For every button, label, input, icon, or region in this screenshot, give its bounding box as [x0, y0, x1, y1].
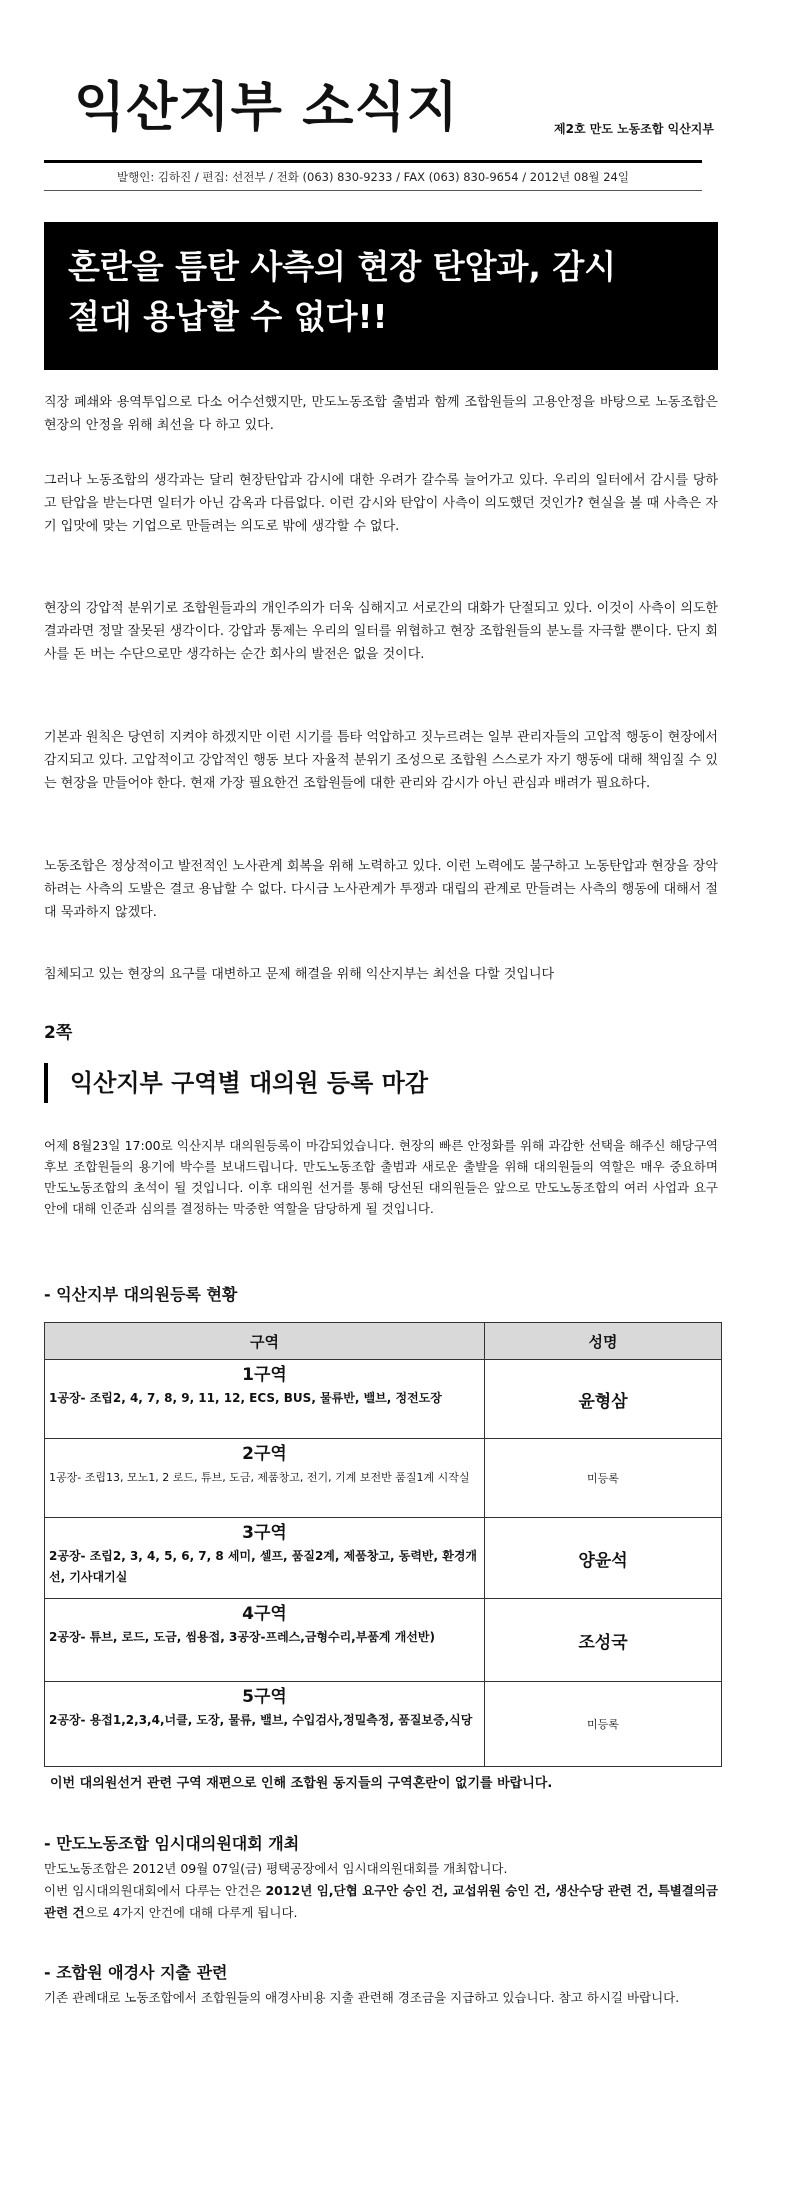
table-header-row [45, 1323, 722, 1360]
delegate-registration-table [44, 1322, 722, 1767]
table-row [45, 1518, 722, 1599]
delegate-name: 미등록 [587, 1718, 619, 1731]
page-number-label: 2쪽 [44, 1023, 73, 1043]
zone-name: 3구역 [242, 1523, 287, 1543]
convention-line-2 [44, 1880, 718, 1924]
zone-name: 2구역 [242, 1444, 287, 1464]
publisher-rule [44, 190, 702, 191]
convention-line-1: 만도노동조합은 2012년 09월 07일(금) 평택공장에서 임시대의원대회를 개최합니다. [44, 1861, 508, 1876]
headline-line-1: 혼란을 틈탄 사측의 현장 탄압과, 감시 [68, 247, 617, 286]
zone-description: 1공장- 조립13, 모노1, 2 로드, 튜브, 도금, 제품창고, 전기, 기계 보전반 품질1계 시작실 [49, 1471, 470, 1484]
header-zone: 구역 [45, 1323, 485, 1360]
delegate-name: 조성국 [578, 1632, 628, 1653]
name-cell [485, 1518, 722, 1599]
zone-cell [45, 1599, 485, 1682]
expense-body: 기존 관례대로 노동조합에서 조합원들의 애경사비용 지출 관련해 경조금을 지급하고 있습니다. 참고 하시길 바랍니다. [44, 1990, 680, 2005]
registration-heading: - 익산지부 대의원등록 현황 [44, 1285, 238, 1304]
article-paragraph: 현장의 강압적 분위기로 조합원들과의 개인주의가 더욱 심해지고 서로간의 대화가 단절되고 있다. 이것이 사측이 의도한 결과라면 정말 잘못된 생각이다. 강압과 통제는 우리의 일터를 위협하고 현장 조합원들의 분노를 자극할 뿐이다. 단지 회사를 돈 버는 수단으로만 생각하는 순간 회사의 발전은 없을 것이다. [44, 601, 718, 662]
registration-intro: 어제 8월23일 17:00로 익산지부 대의원등록이 마감되었습니다. 현장의 빠른 안정화를 위해 과감한 선택을 해주신 해당구역 후보 조합원들의 용기에 박수를 보내드립니다. 만도노동조합 출범과 새로운 출발을 위해 대의원들의 역할은 매우 중요하며 만도노동조합의 초석이 될 것입니다. 이후 대의원 선거를 통해 당선된 대의원들은 앞으로 만도노동조합의 여러 사업과 요구안에 대해 인준과 심의를 결정하는 막중한 역할을 담당하게 될 것입니다. [44, 1138, 718, 1216]
headline-line-2: 절대 용납할 수 없다!! [68, 297, 388, 336]
newsletter-title: 익산지부 소식지 [74, 77, 459, 138]
zone-cell [45, 1518, 485, 1599]
masthead-rule [44, 160, 702, 163]
delegate-name: 양윤석 [578, 1550, 628, 1571]
masthead [74, 70, 714, 145]
name-cell [485, 1439, 722, 1518]
issue-label: 제2호 만도 노동조합 익산지부 [554, 122, 714, 136]
table-row [45, 1682, 722, 1767]
name-cell [485, 1599, 722, 1682]
zone-cell [45, 1439, 485, 1518]
name-cell [485, 1682, 722, 1767]
zone-description: 2공장- 조립2, 3, 4, 5, 6, 7, 8 세미, 셀프, 품질2계, 제품창고, 동력반, 환경개선, 기사대기실 [49, 1549, 478, 1584]
publisher-info: 발행인: 김하진 / 편집: 선전부 / 전화 (063) 830-9233 / FAX (063) 830-9654 / 2012년 08월 24일 [117, 170, 629, 184]
name-cell [485, 1360, 722, 1439]
zone-name: 5구역 [242, 1687, 287, 1707]
article-closing: 침체되고 있는 현장의 요구를 대변하고 문제 해결을 위해 익산지부는 최선을 다할 것입니다 [44, 967, 555, 982]
article-paragraph: 노동조합은 정상적이고 발전적인 노사관계 회복을 위해 노력하고 있다. 이런 노력에도 불구하고 노동탄압과 현장을 장악하려는 사측의 도발은 결코 용납할 수 없다. 다시금 노사관계가 투쟁과 대립의 관계로 만들려는 사측의 행동에 대해서 절대 묵과하지 않겠다. [44, 859, 718, 920]
zone-name: 4구역 [242, 1604, 287, 1624]
convention-body [44, 1858, 718, 1924]
convention-heading: - 만도노동조합 임시대의원대회 개최 [44, 1834, 300, 1853]
convention-agenda-prefix: 이번 임시대의원대회에서 다루는 안건은 [44, 1883, 266, 1898]
section-title: 익산지부 구역별 대의원 등록 마감 [44, 1063, 428, 1103]
header-name: 성명 [485, 1323, 722, 1360]
delegate-name: 윤형삼 [578, 1391, 628, 1412]
table-row [45, 1599, 722, 1682]
table-row [45, 1360, 722, 1439]
zone-cell [45, 1360, 485, 1439]
article-paragraph: 직장 폐쇄와 용역투입으로 다소 어수선했지만, 만도노동조합 출범과 함께 조합원들의 고용안정을 바탕으로 노동조합은 현장의 안정을 위해 최선을 다 하고 있다. [44, 395, 718, 433]
zone-name: 1구역 [242, 1365, 287, 1385]
expense-heading: - 조합원 애경사 지출 관련 [44, 1963, 228, 1982]
convention-agenda-suffix: 으로 4가지 안건에 대해 다루게 됩니다. [84, 1905, 298, 1920]
convention-agenda-items: 2012년 임,단협 요구안 승인 건, 교섭위원 승인 건, 생산수당 관련 건, 특별결의금 관련 건 [44, 1883, 718, 1920]
table-note: 이번 대의원선거 관련 구역 재편으로 인해 조합원 동지들의 구역혼란이 없기를 바랍니다. [50, 1776, 553, 1791]
zone-description: 1공장- 조립2, 4, 7, 8, 9, 11, 12, ECS, BUS, 물류반, 밸브, 정전도장 [49, 1391, 442, 1405]
zone-cell [45, 1682, 485, 1767]
article-paragraph: 기본과 원칙은 당연히 지켜야 하겠지만 이런 시기를 틈타 억압하고 짓누르려는 일부 관리자들의 고압적 행동이 현장에서 감지되고 있다. 고압적이고 강압적인 행동 보다 자율적 분위기 조성으로 조합원 스스로가 자기 행동에 대해 책임질 수 있는 현장을 만들어야 한다. 현재 가장 필요한건 조합원들에 대한 관리와 감시가 아닌 관심과 배려가 필요하다. [44, 730, 718, 791]
zone-description: 2공장- 튜브, 로드, 도금, 씸용접, 3공장-프레스,금형수리,부품계 개선반) [49, 1630, 435, 1644]
headline-banner [44, 222, 718, 370]
article-paragraph: 그러나 노동조합의 생각과는 달리 현장탄압과 감시에 대한 우려가 갈수록 늘어가고 있다. 우리의 일터에서 감시를 당하고 탄압을 받는다면 일터가 아닌 감옥과 다름없다. 이런 감시와 탄압이 사측이 의도했던 것인가? 현실을 볼 때 사측은 자기 입맛에 맞는 기업으로 만들려는 의도로 밖에 생각할 수 없다. [44, 473, 718, 534]
table-row [45, 1439, 722, 1518]
delegate-name: 미등록 [587, 1472, 619, 1485]
zone-description: 2공장- 용접1,2,3,4,너클, 도장, 물류, 밸브, 수입검사,정밀측정, 품질보증,식당 [49, 1713, 473, 1727]
